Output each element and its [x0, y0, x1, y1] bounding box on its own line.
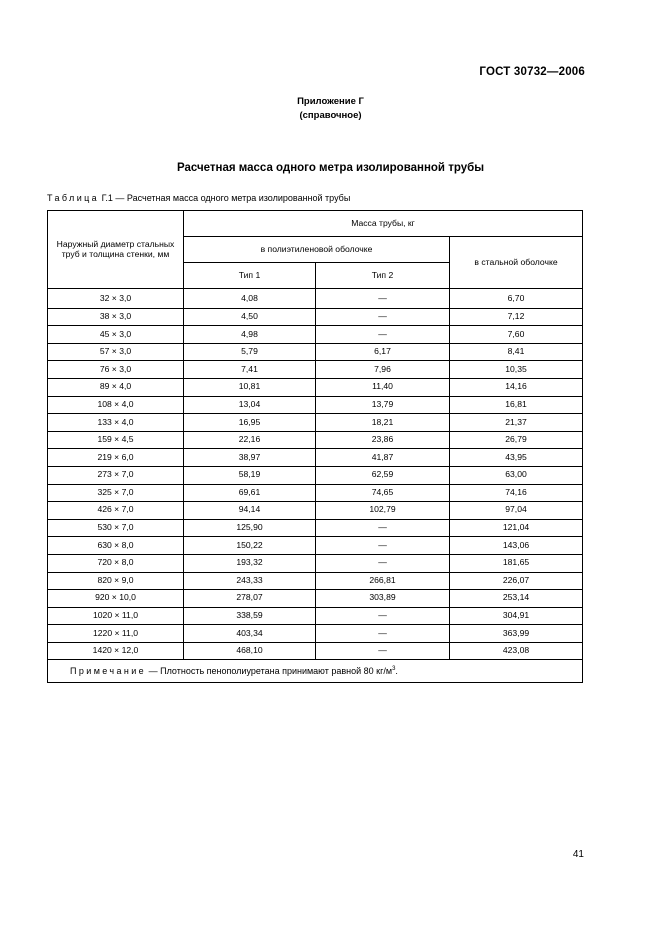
cell-type2: —	[316, 537, 450, 555]
cell-size: 219 × 6,0	[48, 449, 184, 467]
cell-type1: 4,08	[184, 289, 316, 309]
cell-steel: 363,99	[450, 625, 583, 643]
table-row	[48, 554, 583, 572]
cell-type2: —	[316, 607, 450, 625]
table-row	[48, 431, 583, 449]
cell-type2: —	[316, 326, 450, 344]
annex-type: (справочное)	[299, 110, 362, 121]
cell-size: 38 × 3,0	[48, 308, 184, 326]
cell-type2: 303,89	[316, 590, 450, 608]
cell-steel: 7,60	[450, 326, 583, 344]
cell-type1: 338,59	[184, 607, 316, 625]
cell-steel: 253,14	[450, 590, 583, 608]
cell-type1: 58,19	[184, 466, 316, 484]
table-row	[48, 378, 583, 396]
cell-type1: 4,98	[184, 326, 316, 344]
cell-type1: 468,10	[184, 642, 316, 660]
cell-size: 57 × 3,0	[48, 343, 184, 361]
standard-number: ГОСТ 30732—2006	[479, 66, 585, 78]
cell-type2: —	[316, 519, 450, 537]
table-row	[48, 484, 583, 502]
cell-steel: 97,04	[450, 502, 583, 520]
cell-size: 1420 × 12,0	[48, 642, 184, 660]
cell-steel: 74,16	[450, 484, 583, 502]
page-heading: Расчетная масса одного метра изолированной трубы	[176, 162, 485, 174]
table-caption-text: — Расчетная масса одного метра изолированной трубы	[115, 193, 351, 203]
table-row	[48, 343, 583, 361]
cell-type2: —	[316, 625, 450, 643]
cell-size: 45 × 3,0	[48, 326, 184, 344]
table-caption	[47, 193, 350, 203]
cell-type2: 23,86	[316, 431, 450, 449]
cell-type1: 22,16	[184, 431, 316, 449]
cell-size: 325 × 7,0	[48, 484, 184, 502]
cell-type2: 102,79	[316, 502, 450, 520]
cell-size: 159 × 4,5	[48, 431, 184, 449]
cell-type2: 13,79	[316, 396, 450, 414]
cell-size: 32 × 3,0	[48, 289, 184, 309]
cell-size: 426 × 7,0	[48, 502, 184, 520]
note-end: .	[395, 666, 398, 677]
cell-steel: 226,07	[450, 572, 583, 590]
table-row	[48, 308, 583, 326]
note-text: — Плотность пенополиуретана принимают равной 80 кг/м	[148, 666, 393, 677]
cell-type2: 74,65	[316, 484, 450, 502]
cell-size: 1220 × 11,0	[48, 625, 184, 643]
cell-type2: 266,81	[316, 572, 450, 590]
table-row	[48, 326, 583, 344]
header-type1: Тип 1	[184, 263, 316, 289]
cell-type2: 41,87	[316, 449, 450, 467]
table-body	[48, 289, 583, 660]
cell-type1: 125,90	[184, 519, 316, 537]
cell-type1: 243,33	[184, 572, 316, 590]
cell-type1: 13,04	[184, 396, 316, 414]
cell-type2: —	[316, 308, 450, 326]
table-caption-number: Г.1	[101, 193, 113, 203]
table-row	[48, 289, 583, 309]
note-label: Примечание	[70, 666, 147, 677]
cell-size: 530 × 7,0	[48, 519, 184, 537]
cell-size: 630 × 8,0	[48, 537, 184, 555]
cell-type2: 62,59	[316, 466, 450, 484]
cell-type2: —	[316, 554, 450, 572]
table-row	[48, 466, 583, 484]
cell-steel: 14,16	[450, 378, 583, 396]
cell-steel: 63,00	[450, 466, 583, 484]
cell-steel: 8,41	[450, 343, 583, 361]
cell-type2: 7,96	[316, 361, 450, 379]
cell-steel: 7,12	[450, 308, 583, 326]
cell-type1: 69,61	[184, 484, 316, 502]
cell-steel: 10,35	[450, 361, 583, 379]
cell-steel: 121,04	[450, 519, 583, 537]
cell-size: 820 × 9,0	[48, 572, 184, 590]
cell-steel: 26,79	[450, 431, 583, 449]
table-row	[48, 642, 583, 660]
cell-steel: 21,37	[450, 414, 583, 432]
page-number: 41	[572, 849, 584, 860]
cell-size: 1020 × 11,0	[48, 607, 184, 625]
cell-type1: 5,79	[184, 343, 316, 361]
cell-size: 89 × 4,0	[48, 378, 184, 396]
cell-type2: —	[316, 642, 450, 660]
table-row	[48, 361, 583, 379]
cell-type1: 38,97	[184, 449, 316, 467]
cell-steel: 16,81	[450, 396, 583, 414]
cell-size: 273 × 7,0	[48, 466, 184, 484]
cell-type1: 278,07	[184, 590, 316, 608]
table-row	[48, 502, 583, 520]
cell-steel: 423,08	[450, 642, 583, 660]
cell-type1: 10,81	[184, 378, 316, 396]
table-row	[48, 537, 583, 555]
cell-type1: 403,34	[184, 625, 316, 643]
table-note	[48, 660, 583, 683]
cell-type1: 4,50	[184, 308, 316, 326]
table-row	[48, 519, 583, 537]
cell-steel: 304,91	[450, 607, 583, 625]
annex-title: Приложение Г	[297, 96, 364, 107]
table-row	[48, 590, 583, 608]
cell-steel: 43,95	[450, 449, 583, 467]
cell-type1: 7,41	[184, 361, 316, 379]
header-type2: Тип 2	[316, 263, 450, 289]
note-superscript: 3	[392, 666, 396, 673]
cell-type1: 150,22	[184, 537, 316, 555]
cell-type2: 18,21	[316, 414, 450, 432]
cell-steel: 143,06	[450, 537, 583, 555]
table-row	[48, 396, 583, 414]
table-row	[48, 449, 583, 467]
table-row	[48, 572, 583, 590]
cell-size: 920 × 10,0	[48, 590, 184, 608]
table-row	[48, 607, 583, 625]
cell-type2: —	[316, 289, 450, 309]
cell-steel: 181,65	[450, 554, 583, 572]
cell-type1: 16,95	[184, 414, 316, 432]
cell-type2: 11,40	[316, 378, 450, 396]
header-polyethylene: в полиэтиленовой оболочке	[184, 237, 450, 263]
cell-size: 133 × 4,0	[48, 414, 184, 432]
mass-table	[47, 210, 583, 683]
cell-type1: 193,32	[184, 554, 316, 572]
header-diameter: Наружный диаметр стальных труб и толщина стенки, мм	[48, 211, 184, 289]
cell-type1: 94,14	[184, 502, 316, 520]
cell-type2: 6,17	[316, 343, 450, 361]
cell-size: 76 × 3,0	[48, 361, 184, 379]
header-mass: Масса трубы, кг	[184, 211, 583, 237]
table-row	[48, 625, 583, 643]
cell-steel: 6,70	[450, 289, 583, 309]
header-steel: в стальной оболочке	[450, 237, 583, 289]
cell-size: 108 × 4,0	[48, 396, 184, 414]
table-caption-label: Таблица	[47, 193, 100, 203]
cell-size: 720 × 8,0	[48, 554, 184, 572]
table-row	[48, 414, 583, 432]
